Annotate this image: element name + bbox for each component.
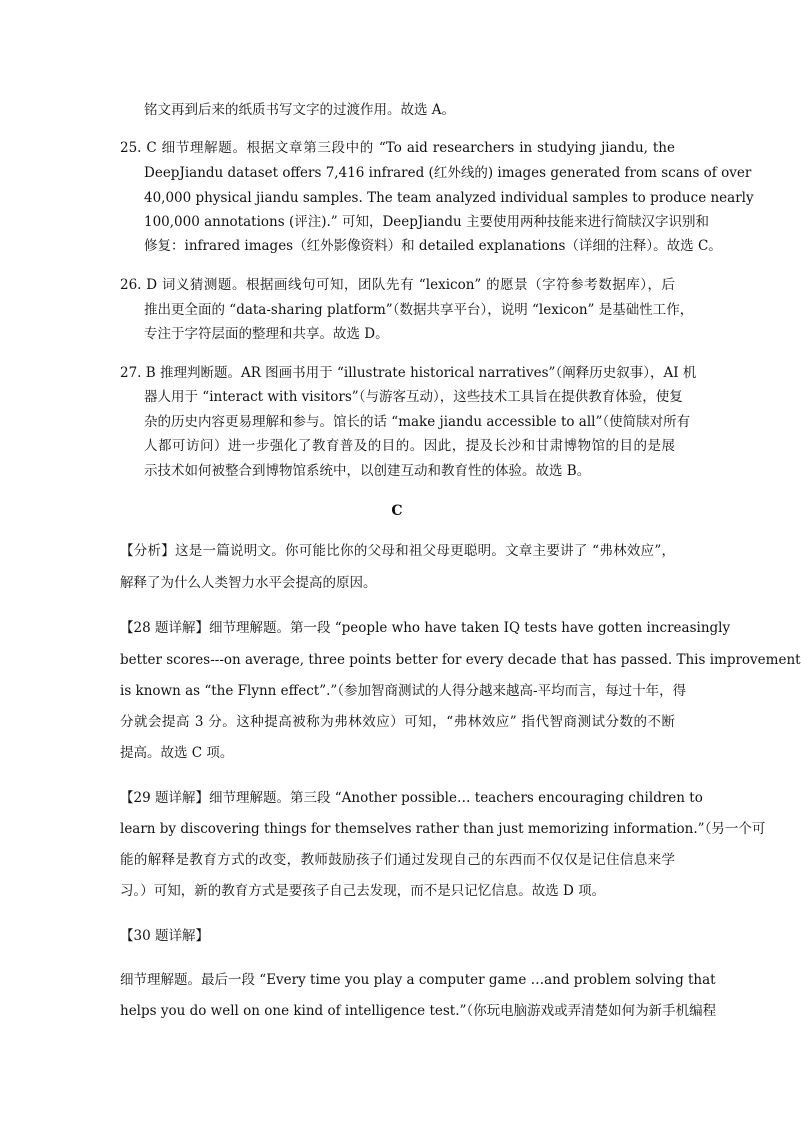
question-30-detail: 细节理解题。最后一段 “Every time you play a computer game …and problem solving that bbox=[120, 972, 716, 988]
answer-26: 26. D 词义猜测题。根据画线句可知，团队先有 “lexicon” 的愿景（字符参考数据库），后 bbox=[120, 277, 675, 293]
text-line: better scores---on average, three points better for every decade that has passed. This improvement bbox=[120, 652, 801, 668]
text-line: 铭文再到后来的纸质书写文字的过渡作用。故选 A。 bbox=[144, 102, 456, 118]
text-line: 100,000 annotations (评注).” 可知，DeepJiandu 主要使用两种技能来进行简牍汉字识别和 bbox=[144, 214, 710, 230]
analysis-paragraph: 【分析】这是一篇说明文。你可能比你的父母和祖父母更聪明。文章主要讲了 “弗林效应”， bbox=[120, 543, 675, 559]
text-line: 示技术如何被整合到博物馆系统中，以创建互动和教育性的体验。故选 B。 bbox=[144, 463, 591, 479]
text-line: 提高。故选 C 项。 bbox=[120, 745, 234, 761]
text-line: 习。）可知，新的教育方式是要孩子自己去发现，而不是只记忆信息。故选 D 项。 bbox=[120, 883, 606, 899]
text-line: 40,000 physical jiandu samples. The team analyzed individual samples to produce nearly bbox=[144, 190, 754, 206]
text-line: helps you do well on one kind of intelligence test.”（你玩电脑游戏或弄清楚如何为新手机编程 bbox=[120, 1003, 717, 1019]
text-line: 能的解释是教育方式的改变，教师鼓励孩子们通过发现自己的东西而不仅仅是记住信息来学 bbox=[120, 852, 675, 868]
question-30-heading: 【30 题详解】 bbox=[120, 928, 209, 944]
question-28-detail: 【28 题详解】细节理解题。第一段 “people who have taken IQ tests have gotten increasingly bbox=[120, 620, 731, 636]
text-line: 器人用于 “interact with visitors”（与游客互动），这些技术工具旨在提供教育体验，使复 bbox=[144, 389, 683, 405]
text-line: 分就会提高 3 分。这种提高被称为弗林效应）可知，“弗林效应” 指代智商测试分数的不断 bbox=[120, 714, 675, 730]
text-line: 专注于字符层面的整理和共享。故选 D。 bbox=[144, 326, 389, 342]
text-line: 杂的历史内容更易理解和参与。馆长的话 “make jiandu accessible to all”（使简牍对所有 bbox=[144, 414, 691, 430]
text-line: 解释了为什么人类智力水平会提高的原因。 bbox=[120, 575, 377, 591]
answer-27: 27. B 推理判断题。AR 图画书用于 “illustrate historical narratives”（阐释历史叙事），AI 机 bbox=[120, 365, 697, 381]
section-heading: C bbox=[391, 503, 403, 519]
text-line: 修复：infrared images（红外影像资料）和 detailed explanations（详细的注释）。故选 C。 bbox=[144, 238, 722, 254]
text-line: DeepJiandu dataset offers 7,416 infrared (红外线的) images generated from scans of over bbox=[144, 165, 752, 181]
text-line: 推出更全面的 “data-sharing platform”（数据共享平台），说明 “lexicon” 是基础性工作， bbox=[144, 302, 694, 318]
text-line: 人都可访问）进一步强化了教育普及的目的。因此，提及长沙和甘肃博物馆的目的是展 bbox=[144, 438, 675, 454]
text-line: is known as “the Flynn effect”.”（参加智商测试的人得分越来越高-平均而言，每过十年，得 bbox=[120, 683, 687, 699]
question-29-detail: 【29 题详解】细节理解题。第三段 “Another possible… teachers encouraging children to bbox=[120, 790, 703, 806]
answer-25: 25. C 细节理解题。根据文章第三段中的 “To aid researchers in studying jiandu, the bbox=[120, 140, 675, 156]
text-line: learn by discovering things for themselves rather than just memorizing information.”（另一个可 bbox=[120, 821, 766, 837]
